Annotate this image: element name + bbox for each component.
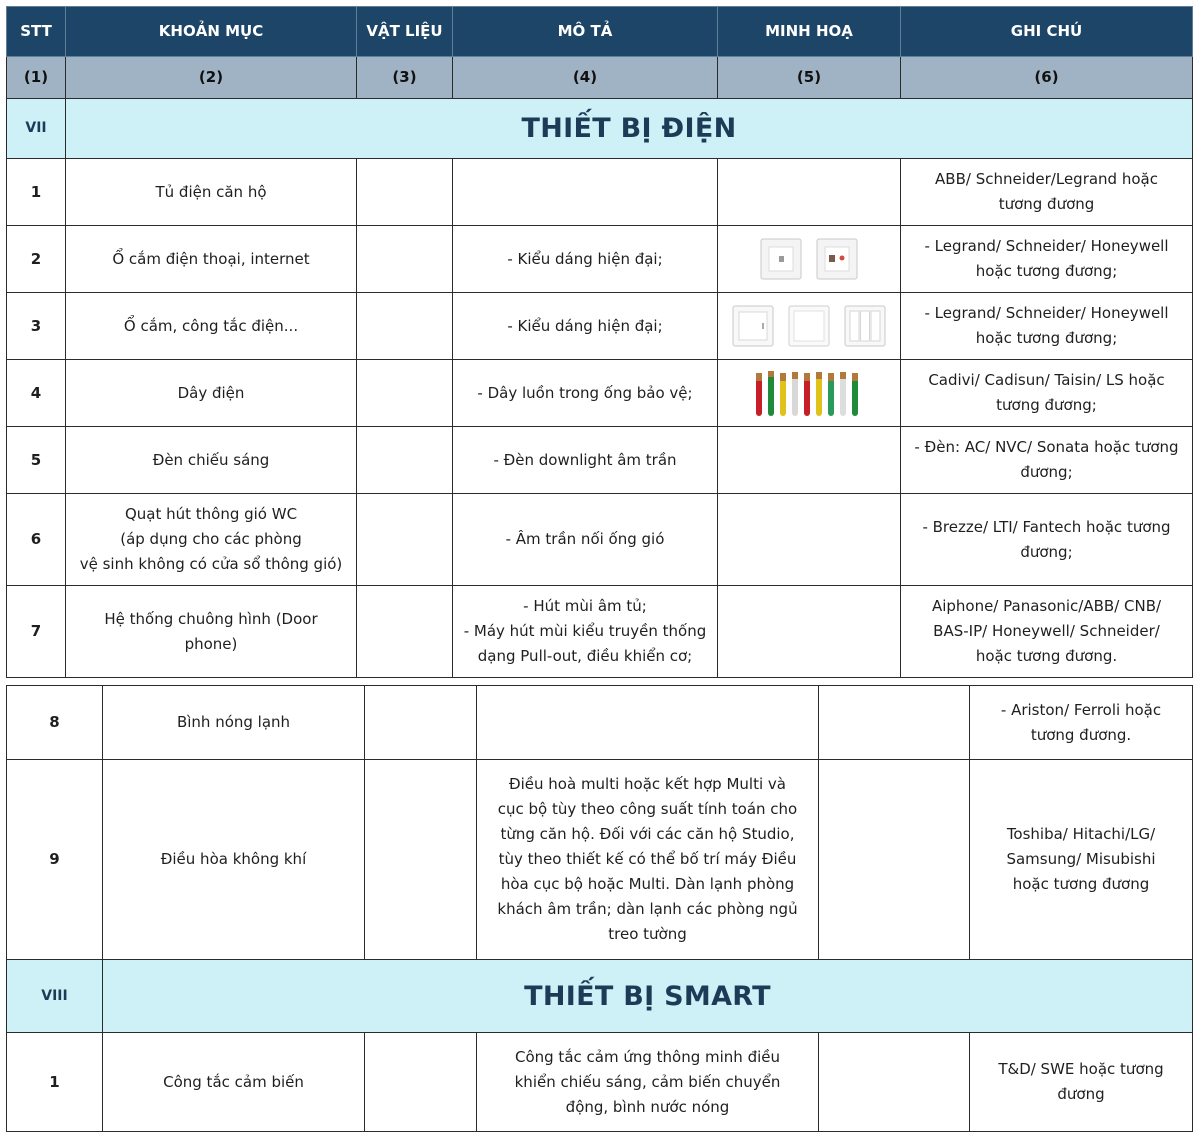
text-line: Toshiba/ Hitachi/LG/	[1006, 825, 1156, 843]
illustration-cell	[718, 427, 901, 494]
text-line: - Máy hút mùi kiểu truyền thống	[463, 622, 707, 640]
material-cell	[357, 226, 453, 293]
material-cell	[357, 494, 453, 586]
illustration-cell	[718, 586, 901, 678]
description-cell	[453, 427, 718, 494]
stt-cell: 5	[7, 427, 66, 494]
equipment-table-part-2	[6, 685, 1193, 1132]
illustration-cell	[718, 293, 901, 360]
illustration-cell	[819, 686, 970, 760]
stt-cell: 8	[7, 686, 103, 760]
item-cell	[66, 586, 357, 678]
description-cell	[453, 293, 718, 360]
table-row	[7, 226, 1193, 293]
text-line: vệ sinh không có cửa sổ thông gió)	[79, 555, 343, 573]
text-line: - Legrand/ Schneider/ Honeywell	[924, 237, 1169, 255]
text-line: Cadivi/ Cadisun/ Taisin/ LS hoặc	[928, 371, 1165, 389]
table-row	[7, 293, 1193, 360]
switch-1-gang-icon	[732, 305, 774, 347]
text-line: tương đương	[998, 195, 1095, 213]
item-cell: Ổ cắm, công tắc điện...	[66, 293, 357, 360]
phone-socket-icon	[760, 238, 802, 280]
illustration-cell	[718, 159, 901, 226]
material-cell	[365, 686, 477, 760]
col-number: (4)	[453, 57, 718, 99]
stt-cell: 3	[7, 293, 66, 360]
item-cell	[66, 494, 357, 586]
material-cell	[365, 1033, 477, 1132]
text-line: BAS-IP/ Honeywell/ Schneider/	[933, 622, 1160, 640]
description-cell	[453, 159, 718, 226]
text-line: tương đương.	[1030, 725, 1132, 744]
text-line: tương đương;	[996, 396, 1097, 414]
col-header-stt: STT	[7, 7, 66, 57]
text-line: Aiphone/ Panasonic/ABB/ CNB/	[931, 597, 1162, 615]
illustration-cell	[819, 1033, 970, 1132]
note-cell	[901, 586, 1193, 678]
material-cell	[357, 586, 453, 678]
section-row-viii	[7, 960, 1193, 1033]
description-cell	[477, 686, 819, 760]
description-cell	[453, 586, 718, 678]
material-cell	[357, 427, 453, 494]
text-line: - Dây luồn trong ống bảo vệ;	[477, 383, 693, 402]
description-cell	[453, 494, 718, 586]
stt-cell: 2	[7, 226, 66, 293]
text-line: đương;	[1020, 463, 1073, 481]
material-cell	[357, 293, 453, 360]
text-line: cục bộ tùy theo công suất tính toán cho	[497, 800, 798, 818]
table-row	[7, 686, 1193, 760]
stt-cell: 7	[7, 586, 66, 678]
text-line: hoặc tương đương.	[975, 647, 1118, 665]
text-line: - Đèn: AC/ NVC/ Sonata hoặc tương	[914, 438, 1179, 456]
col-number: (5)	[718, 57, 901, 99]
text-line: từng căn hộ. Đối với các căn hộ Studio,	[500, 825, 795, 843]
text-line: dạng Pull-out, điều khiển cơ;	[477, 647, 693, 665]
text-line: hoặc tương đương;	[975, 329, 1118, 347]
text-line: ABB/ Schneider/Legrand hoặc	[935, 170, 1158, 188]
illustration-cell	[718, 494, 901, 586]
text-line: động, bình nước nóng	[565, 1097, 730, 1116]
item-cell: Dây điện	[66, 360, 357, 427]
note-cell	[901, 494, 1193, 586]
text-line: treo tường	[608, 925, 687, 943]
internet-socket-icon	[816, 238, 858, 280]
material-cell	[365, 760, 477, 960]
item-cell: Ổ cắm điện thoại, internet	[66, 226, 357, 293]
note-cell	[970, 1033, 1193, 1132]
header-row	[7, 7, 1193, 57]
column-number-row	[7, 57, 1193, 99]
text-line: T&D/ SWE hoặc tương	[998, 1060, 1164, 1078]
text-line: hoặc tương đương	[1012, 875, 1150, 893]
text-line: đương;	[1020, 542, 1073, 561]
text-line: hòa cục bộ hoặc Multi. Dàn lạnh phòng	[500, 875, 795, 893]
stt-cell: 1	[7, 159, 66, 226]
note-cell	[901, 360, 1193, 427]
item-cell: Công tắc cảm biến	[103, 1033, 365, 1132]
stt-cell: 9	[7, 760, 103, 960]
note-cell	[901, 159, 1193, 226]
note-cell	[970, 686, 1193, 760]
note-cell	[901, 226, 1193, 293]
text-line: - Brezze/ LTI/ Fantech hoặc tương	[922, 517, 1171, 536]
section-number: VII	[7, 99, 66, 159]
note-cell	[901, 427, 1193, 494]
text-line: tùy theo thiết kế có thể bố trí máy Điều	[498, 850, 797, 868]
text-line: phone)	[184, 634, 238, 653]
illustration-cell	[718, 360, 901, 427]
item-cell: Điều hòa không khí	[103, 760, 365, 960]
section-title: THIẾT BỊ SMART	[103, 960, 1193, 1033]
table-row	[7, 427, 1193, 494]
illustration-cell	[718, 226, 901, 293]
col-number: (3)	[357, 57, 453, 99]
text-line: Samsung/ Misubishi	[1006, 850, 1156, 868]
description-cell	[453, 226, 718, 293]
text-line: - Hút mùi âm tủ;	[523, 597, 647, 615]
note-cell	[970, 760, 1193, 960]
text-line: - Ariston/ Ferroli hoặc	[1000, 700, 1162, 719]
text-line: Hệ thống chuông hình (Door	[104, 609, 318, 628]
col-header-note: GHI CHÚ	[901, 7, 1193, 57]
col-header-material: VẬT LIỆU	[357, 7, 453, 57]
item-cell: Tủ điện căn hộ	[66, 159, 357, 226]
table-row	[7, 494, 1193, 586]
text-line: hoặc tương đương;	[975, 262, 1118, 280]
col-header-item: KHOẢN MỤC	[66, 7, 357, 57]
text-line: (áp dụng cho các phòng	[120, 530, 302, 548]
text-line: - Kiểu dáng hiện đại;	[507, 249, 663, 268]
table-row	[7, 159, 1193, 226]
item-cell: Bình nóng lạnh	[103, 686, 365, 760]
material-cell	[357, 159, 453, 226]
col-header-description: MÔ TẢ	[453, 7, 718, 57]
table-row	[7, 360, 1193, 427]
description-cell	[477, 1033, 819, 1132]
text-line: Công tắc cảm ứng thông minh điều	[514, 1047, 780, 1066]
item-cell: Đèn chiếu sáng	[66, 427, 357, 494]
section-number: VIII	[7, 960, 103, 1033]
description-cell	[453, 360, 718, 427]
text-line: - Legrand/ Schneider/ Honeywell	[924, 304, 1169, 322]
electric-wires-icon	[753, 369, 865, 417]
note-cell	[901, 293, 1193, 360]
text-line: khách âm trần; dàn lạnh các phòng ngủ	[497, 900, 798, 918]
table-row	[7, 760, 1193, 960]
col-header-illustration: MINH HOẠ	[718, 7, 901, 57]
text-line: Quạt hút thông gió WC	[124, 505, 298, 523]
text-line: Điều hoà multi hoặc kết hợp Multi và	[509, 775, 786, 793]
stt-cell: 4	[7, 360, 66, 427]
col-number: (6)	[901, 57, 1193, 99]
switch-3-gang-icon	[844, 305, 886, 347]
description-cell	[477, 760, 819, 960]
illustration-cell	[819, 760, 970, 960]
text-line: - Kiểu dáng hiện đại;	[507, 316, 663, 335]
table-row	[7, 1033, 1193, 1132]
text-line: khiển chiếu sáng, cảm biến chuyển	[514, 1072, 781, 1091]
section-row-vii	[7, 99, 1193, 159]
equipment-table-part-1	[6, 6, 1193, 678]
section-title: THIẾT BỊ ĐIỆN	[66, 99, 1193, 159]
material-cell	[357, 360, 453, 427]
table-row	[7, 586, 1193, 678]
switch-blank-icon	[788, 305, 830, 347]
text-line: - Đèn downlight âm trần	[493, 450, 677, 469]
text-line: - Âm trần nối ống gió	[505, 530, 665, 548]
col-number: (1)	[7, 57, 66, 99]
stt-cell: 6	[7, 494, 66, 586]
stt-cell: 1	[7, 1033, 103, 1132]
text-line: đương	[1057, 1085, 1105, 1103]
col-number: (2)	[66, 57, 357, 99]
